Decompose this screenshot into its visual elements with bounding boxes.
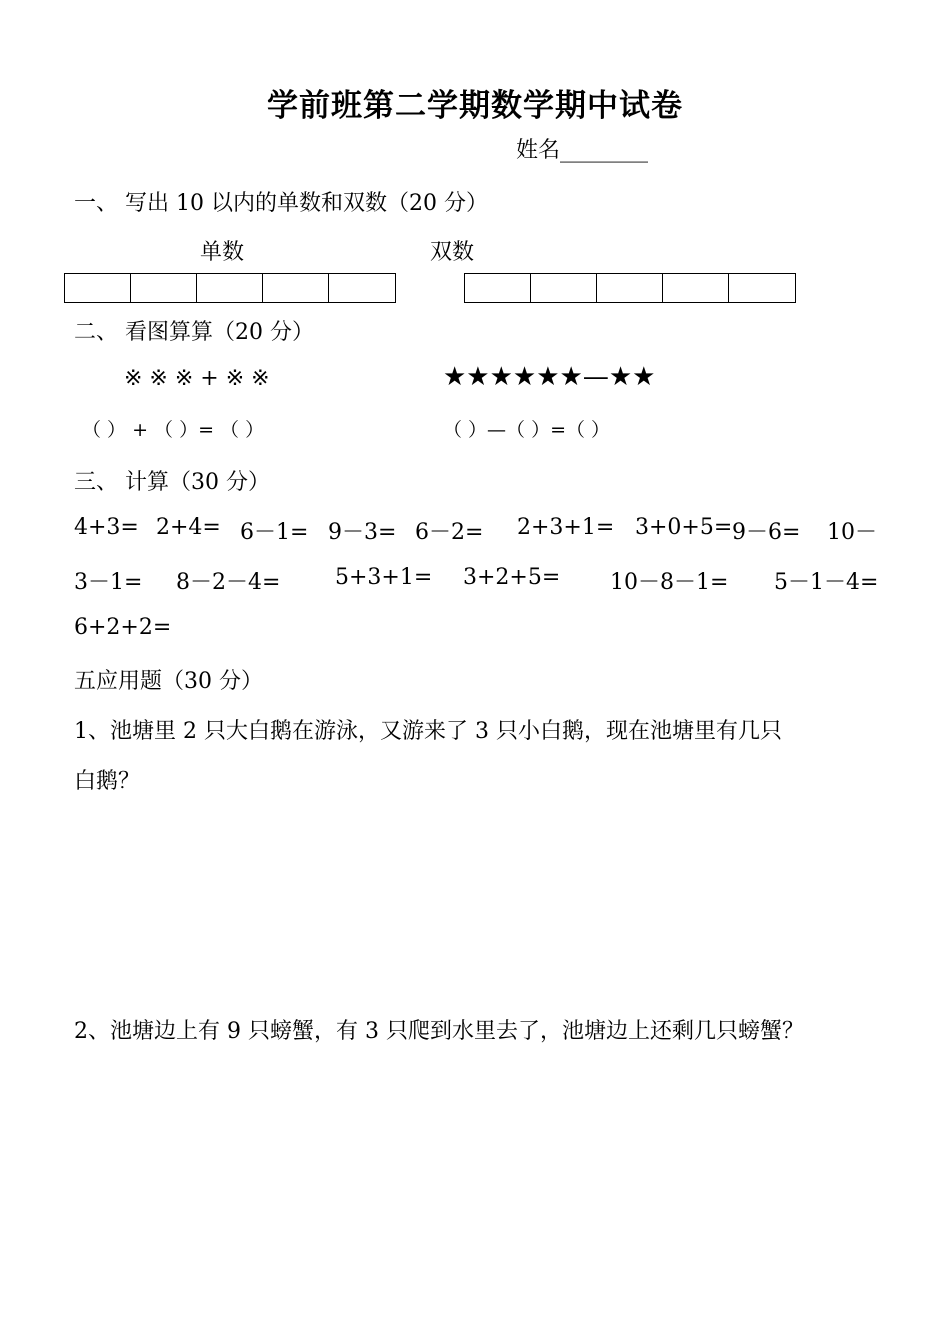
calc-problem: 9－3= xyxy=(328,520,397,545)
answer-box[interactable] xyxy=(197,274,263,302)
answer-box[interactable] xyxy=(263,274,329,302)
calc-problem: 2+3+1= xyxy=(517,515,615,540)
answer-box[interactable] xyxy=(465,274,531,302)
answer-box[interactable] xyxy=(663,274,729,302)
calc-problem: 3－1= xyxy=(74,570,143,595)
word-problem-1-line1: 1、池塘里 2 只大白鹅在游泳，又游来了 3 只小白鹅，现在池塘里有几只 xyxy=(74,719,782,744)
calc-problem: 10－8－1= xyxy=(610,570,729,595)
calc-problem: 8－2－4= xyxy=(176,570,281,595)
subtraction-answer-blanks: （ ）—（ ）=（ ） xyxy=(443,419,611,441)
answer-box[interactable] xyxy=(729,274,795,302)
section5-heading: 五应用题（30 分） xyxy=(74,669,263,694)
even-numbers-answer-grid xyxy=(464,273,796,303)
page-title: 学前班第二学期数学期中试卷 xyxy=(267,88,683,124)
calc-problem: 6－2= xyxy=(415,520,484,545)
calc-problem: 6－1= xyxy=(240,520,309,545)
calc-problem: 2+4= xyxy=(156,515,221,540)
section3-heading: 三、 计算（30 分） xyxy=(74,470,270,495)
answer-box[interactable] xyxy=(131,274,197,302)
calc-problem: 3+2+5= xyxy=(463,565,561,590)
word-problem-1-line2: 白鹅？ xyxy=(74,769,141,794)
name-field-label: 姓名________ xyxy=(516,138,649,163)
symbols-addition-picture: ※ ※ ※ + ※ ※ xyxy=(124,366,270,391)
calc-problem: 3+0+5= xyxy=(635,515,733,540)
word-problem-2: 2、池塘边上有 9 只螃蟹，有 3 只爬到水里去了，池塘边上还剩几只螃蟹？ xyxy=(74,1019,804,1044)
addition-answer-blanks: （ ） + （ ）= （ ） xyxy=(82,419,265,441)
odd-numbers-answer-grid xyxy=(64,273,396,303)
answer-box[interactable] xyxy=(65,274,131,302)
even-numbers-label: 双数 xyxy=(430,240,475,265)
calc-problem: 5－1－4= xyxy=(774,570,879,595)
section1-heading: 一、 写出 10 以内的单数和双数（20 分） xyxy=(74,191,488,216)
answer-box[interactable] xyxy=(329,274,395,302)
calc-problem: 5+3+1= xyxy=(335,565,433,590)
answer-box[interactable] xyxy=(531,274,597,302)
calc-problem: 4+3= xyxy=(74,515,139,540)
calc-problem: 9－6= xyxy=(732,520,801,545)
answer-box[interactable] xyxy=(597,274,663,302)
calc-problem: 10－ xyxy=(827,520,877,545)
calc-problem: 6+2+2= xyxy=(74,615,172,640)
stars-subtraction-picture: ★★★★★★—★★ xyxy=(443,362,656,392)
odd-numbers-label: 单数 xyxy=(200,240,245,265)
section2-heading: 二、 看图算算（20 分） xyxy=(74,320,314,345)
